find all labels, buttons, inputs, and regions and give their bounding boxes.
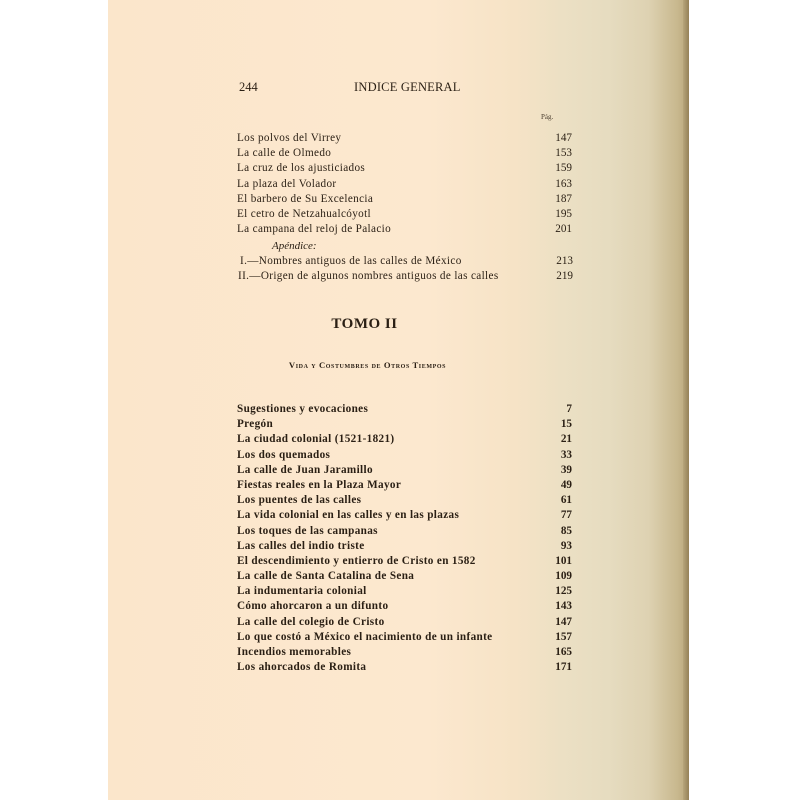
toc-entry xyxy=(237,660,572,675)
entry-title: Pregón xyxy=(237,418,274,431)
entry-title: La vida colonial en las calles y en las plazas xyxy=(237,509,460,522)
entry-title: Los ahorcados de Romita xyxy=(237,661,367,674)
toc-entry xyxy=(237,402,572,417)
entry-title: El barbero de Su Excelencia xyxy=(237,192,374,205)
toc-entry xyxy=(237,569,572,584)
toc-entry xyxy=(237,432,572,447)
entry-page: 93 xyxy=(560,539,572,552)
toc-entry xyxy=(237,539,572,554)
entry-page: 201 xyxy=(555,223,572,236)
entry-title: La ciudad colonial (1521-1821) xyxy=(237,433,395,446)
entry-page: 219 xyxy=(556,270,573,283)
toc-entry xyxy=(237,615,572,630)
entry-title: La calle del colegio de Cristo xyxy=(237,615,385,628)
entry-page: 7 xyxy=(566,403,572,415)
entry-title: Sugestiones y evocaciones xyxy=(237,403,369,415)
toc-entry xyxy=(237,207,572,222)
entry-title: I.—Nombres antiguos de las calles de México xyxy=(240,255,462,267)
running-header xyxy=(239,80,679,96)
toc-entry xyxy=(237,417,572,432)
entry-title: La cruz de los ajusticiados xyxy=(237,162,366,175)
entry-title: Cómo ahorcaron a un difunto xyxy=(237,600,389,613)
volume-subtitle xyxy=(108,360,689,370)
volume-subtitle-text: Vida y Costumbres de Otros Tiempos xyxy=(288,360,447,370)
entry-page: 153 xyxy=(555,147,572,160)
toc-entry xyxy=(237,146,572,161)
entry-page: 21 xyxy=(560,433,572,446)
toc-section-2 xyxy=(237,402,572,675)
toc-entry xyxy=(237,508,572,523)
entry-page: 125 xyxy=(555,585,572,598)
entry-page: 159 xyxy=(555,162,572,175)
entry-page: 187 xyxy=(555,192,572,205)
page-number: 244 xyxy=(239,80,258,94)
page-column-label: Pág. xyxy=(541,113,554,121)
entry-page: 157 xyxy=(555,630,572,643)
toc-entry xyxy=(237,131,572,146)
entry-title: II.—Origen de algunos nombres antiguos de las calles xyxy=(238,270,499,283)
entry-page: 101 xyxy=(555,554,572,567)
entry-title: La campana del reloj de Palacio xyxy=(237,223,392,236)
toc-entry xyxy=(237,584,572,599)
volume-heading-text: TOMO II xyxy=(331,316,398,332)
toc-entry xyxy=(237,177,572,192)
entry-title: Incendios memorables xyxy=(237,646,352,658)
toc-entry xyxy=(237,645,572,660)
toc-entry xyxy=(238,269,573,284)
toc-entry xyxy=(237,554,572,569)
entry-page: 147 xyxy=(555,132,572,144)
toc-entry xyxy=(237,448,572,463)
entry-title: Los puentes de las calles xyxy=(237,494,362,507)
entry-title: La calle de Santa Catalina de Sena xyxy=(237,570,415,583)
toc-appendix xyxy=(238,254,573,284)
entry-title: El cetro de Netzahualcóyotl xyxy=(237,207,372,220)
entry-page: 171 xyxy=(555,661,572,674)
entry-page: 61 xyxy=(560,494,572,507)
entry-page: 49 xyxy=(560,478,572,491)
entry-title: La calle de Olmedo xyxy=(237,147,332,160)
toc-entry xyxy=(237,478,572,493)
toc-entry xyxy=(237,222,572,237)
entry-page: 33 xyxy=(560,448,572,461)
entry-title: Las calles del indio triste xyxy=(237,539,365,552)
toc-entry xyxy=(237,493,572,508)
entry-page: 15 xyxy=(560,418,572,431)
entry-title: Los polvos del Virrey xyxy=(237,132,342,144)
entry-page: 143 xyxy=(555,600,572,613)
entry-page: 109 xyxy=(555,570,572,583)
entry-title: La indumentaria colonial xyxy=(237,585,367,598)
toc-entry xyxy=(237,599,572,614)
entry-page: 163 xyxy=(555,177,572,190)
entry-title: La calle de Juan Jaramillo xyxy=(237,463,373,476)
running-title: INDICE GENERAL xyxy=(354,80,461,94)
toc-entry xyxy=(237,524,572,539)
entry-title: El descendimiento y entierro de Cristo en 1582 xyxy=(237,554,476,567)
entry-title: Lo que costó a México el nacimiento de un infante xyxy=(237,630,493,643)
toc-entry xyxy=(237,161,572,176)
toc-section-1 xyxy=(237,131,572,237)
entry-page: 39 xyxy=(560,463,572,476)
entry-title: Fiestas reales en la Plaza Mayor xyxy=(237,478,402,491)
appendix-label: Apéndice: xyxy=(272,240,317,252)
entry-page: 85 xyxy=(560,524,572,537)
volume-heading xyxy=(108,316,689,333)
entry-title: La plaza del Volador xyxy=(237,177,337,190)
book-page xyxy=(108,0,689,800)
toc-entry xyxy=(237,463,572,478)
entry-page: 77 xyxy=(560,509,572,522)
entry-page: 165 xyxy=(555,646,572,658)
entry-title: Los dos quemados xyxy=(237,448,331,461)
entry-title: Los toques de las campanas xyxy=(237,524,378,537)
toc-entry xyxy=(237,630,572,645)
entry-page: 213 xyxy=(556,255,573,267)
toc-entry xyxy=(237,192,572,207)
toc-entry xyxy=(238,254,573,269)
entry-page: 147 xyxy=(555,615,572,628)
entry-page: 195 xyxy=(555,207,572,220)
